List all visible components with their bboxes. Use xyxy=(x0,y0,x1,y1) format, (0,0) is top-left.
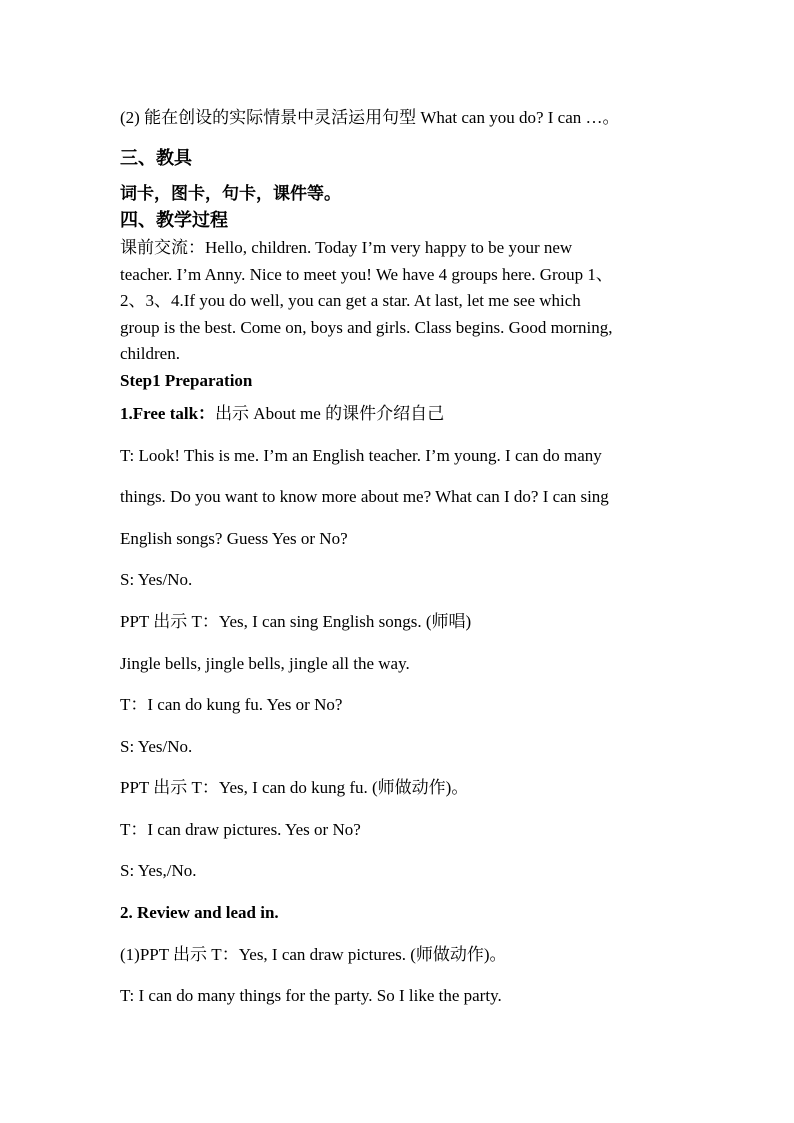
step1-title: Step1 Preparation xyxy=(120,371,253,390)
section-3-content: 词卡，图卡，句卡，课件等。 xyxy=(120,184,341,203)
dialogue-line: S: Yes/No. xyxy=(120,570,193,589)
section-4-title: 四、教学过程 xyxy=(120,210,228,230)
dialogue-line: T：I can draw pictures. Yes or No? xyxy=(120,820,361,839)
dialogue-line: S: Yes,/No. xyxy=(120,861,197,880)
dialogue-line: English songs? Guess Yes or No? xyxy=(120,529,348,548)
intro-line: 课前交流：Hello, children. Today I’m very happy to be your new xyxy=(120,238,573,257)
intro-line: children. xyxy=(120,344,180,363)
review-line: T: I can do many things for the party. So I like the party. xyxy=(120,986,502,1005)
dialogue-line: T：I can do kung fu. Yes or No? xyxy=(120,695,343,714)
review-title: 2. Review and lead in. xyxy=(120,903,279,922)
review-line: (1)PPT 出示 T：Yes, I can draw pictures. (师做动作)。 xyxy=(120,945,507,964)
section-3-title: 三、教具 xyxy=(120,148,192,168)
intro-line: teacher. I’m Anny. Nice to meet you! We have 4 groups here. Group 1、 xyxy=(120,265,613,284)
dialogue-line: T: Look! This is me. I’m an English teacher. I’m young. I can do many xyxy=(120,446,602,465)
free-talk-line xyxy=(120,403,444,425)
dialogue-line: things. Do you want to know more about me? What can I do? I can sing xyxy=(120,487,609,506)
dialogue-line: S: Yes/No. xyxy=(120,737,193,756)
free-talk-label: 1.Free talk： xyxy=(120,404,216,423)
intro-line: 2、3、4.If you do well, you can get a star. At last, let me see which xyxy=(120,291,581,310)
dialogue-line: Jingle bells, jingle bells, jingle all the way. xyxy=(120,654,410,673)
intro-line: group is the best. Come on, boys and girls. Class begins. Good morning, xyxy=(120,318,613,337)
dialogue-line: PPT 出示 T：Yes, I can do kung fu. (师做动作)。 xyxy=(120,778,469,797)
objective-2: (2) 能在创设的实际情景中灵活运用句型 What can you do? I can …。 xyxy=(120,108,620,127)
free-talk-text: 出示 About me 的课件介绍自己 xyxy=(215,404,445,423)
dialogue-line: PPT 出示 T：Yes, I can sing English songs. (师唱) xyxy=(120,612,472,631)
